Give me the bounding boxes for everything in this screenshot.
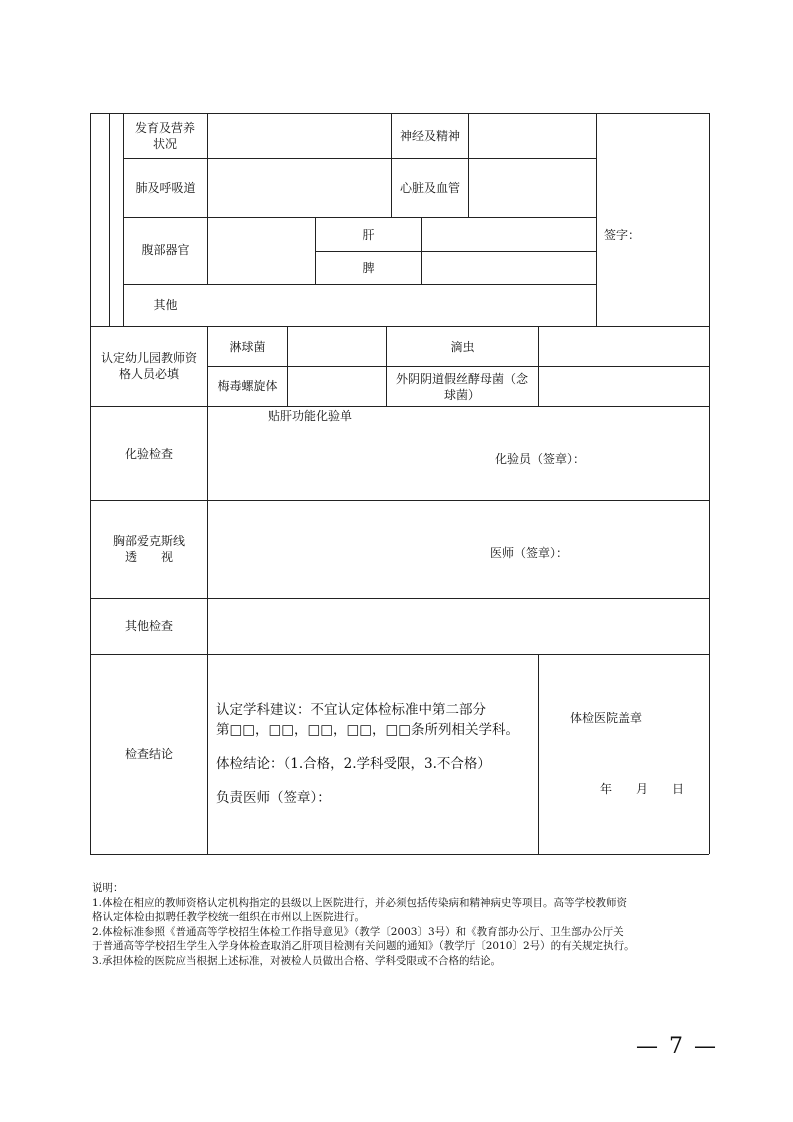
row-divider bbox=[90, 654, 709, 655]
kindergarten-label: 认定幼儿园教师资格人员必填 bbox=[100, 351, 197, 381]
row-divider bbox=[123, 158, 596, 159]
notes-title: 说明： bbox=[92, 882, 124, 894]
row-divider bbox=[207, 366, 709, 367]
other-exam-label: 其他检查 bbox=[124, 619, 173, 633]
syphilis-label: 梅毒螺旋体 bbox=[217, 379, 278, 393]
col-divider bbox=[287, 326, 288, 406]
col-divider bbox=[123, 113, 124, 326]
conclusion-line4: 负责医师（签章）： bbox=[216, 790, 331, 806]
note-1a: 1.体检在相应的教师资格认定机构指定的县级以上医院进行，并必须包括传染病和精神病史等项目。高等学校教师资 bbox=[92, 896, 628, 909]
candida-label: 外阴阴道假丝酵母菌（念球菌） bbox=[395, 372, 528, 402]
conclusion-line2: 第□□，□□，□□，□□，□□条所列相关学科。 bbox=[216, 722, 520, 738]
xray-label-line1: 胸部爱克斯线 bbox=[112, 534, 185, 548]
row-divider bbox=[90, 598, 709, 599]
col-divider bbox=[468, 113, 469, 217]
col-divider bbox=[386, 326, 387, 406]
lab-signer: 化验员（签章）： bbox=[495, 452, 586, 466]
col-divider bbox=[207, 326, 208, 854]
xray-signer: 医师（签章）： bbox=[490, 546, 569, 560]
spleen-label: 脾 bbox=[362, 261, 375, 275]
row-divider bbox=[315, 251, 596, 252]
col-divider bbox=[596, 113, 597, 326]
heart-label: 心脏及血管 bbox=[399, 181, 460, 195]
conclusion-line1: 认定学科建议：不宜认定体检标准中第二部分 bbox=[216, 702, 486, 718]
table-bottom-border bbox=[90, 854, 709, 855]
row-divider bbox=[123, 284, 596, 285]
conclusion-line3: 体检结论：（1.合格，2.学科受限，3.不合格） bbox=[216, 756, 491, 772]
row-divider bbox=[90, 500, 709, 501]
row-divider bbox=[90, 406, 709, 407]
date-label: 年 月 日 bbox=[600, 782, 685, 796]
lungs-label: 肺及呼吸道 bbox=[135, 181, 196, 195]
page-number: — 7 — bbox=[636, 1034, 718, 1059]
col-divider bbox=[207, 113, 208, 284]
lab-label: 化验检查 bbox=[124, 447, 173, 461]
signature-label: 签字： bbox=[604, 228, 641, 242]
gonococcus-label: 淋球菌 bbox=[229, 340, 266, 354]
row-divider bbox=[90, 326, 709, 327]
col-divider bbox=[421, 217, 422, 284]
liver-label: 肝 bbox=[362, 228, 375, 242]
note-2b: 于普通高等学校招生学生入学身体检查取消乙肝项目检测有关问题的通知》（教学厅〔2010〕2号）的有关规定执行。 bbox=[92, 940, 635, 953]
neuro-label: 神经及精神 bbox=[399, 129, 460, 143]
note-1b: 格认定体检由拟聘任教学校统一组织在市州以上医院进行。 bbox=[92, 911, 365, 924]
other-organs-label: 其他 bbox=[153, 298, 178, 312]
col-divider bbox=[538, 654, 539, 854]
note-2a: 2.体检标准参照《普通高等学校招生体检工作指导意见》（教学〔2003〕3号）和《教育部办公厅、卫生部办公厅关 bbox=[92, 925, 624, 938]
development-label: 发育及营养状况 bbox=[134, 121, 195, 151]
note-3: 3.承担体检的医院应当根据上述标准，对被检人员做出合格、学科受限或不合格的结论。 bbox=[92, 954, 502, 967]
lab-note: 贴肝功能化验单 bbox=[268, 409, 353, 423]
table-top-border bbox=[90, 113, 709, 114]
hospital-seal-label: 体检医院盖章 bbox=[570, 711, 643, 725]
table-left-border bbox=[90, 113, 91, 854]
notes-section bbox=[92, 881, 712, 969]
col-divider bbox=[109, 113, 110, 326]
table-right-border bbox=[709, 113, 710, 854]
xray-label-line2: 透 视 bbox=[124, 550, 173, 564]
col-divider bbox=[538, 326, 539, 406]
trichomonas-label: 滴虫 bbox=[450, 340, 475, 354]
row-divider bbox=[123, 217, 596, 218]
conclusion-label: 检查结论 bbox=[124, 747, 173, 761]
abdomen-label: 腹部器官 bbox=[141, 243, 190, 257]
